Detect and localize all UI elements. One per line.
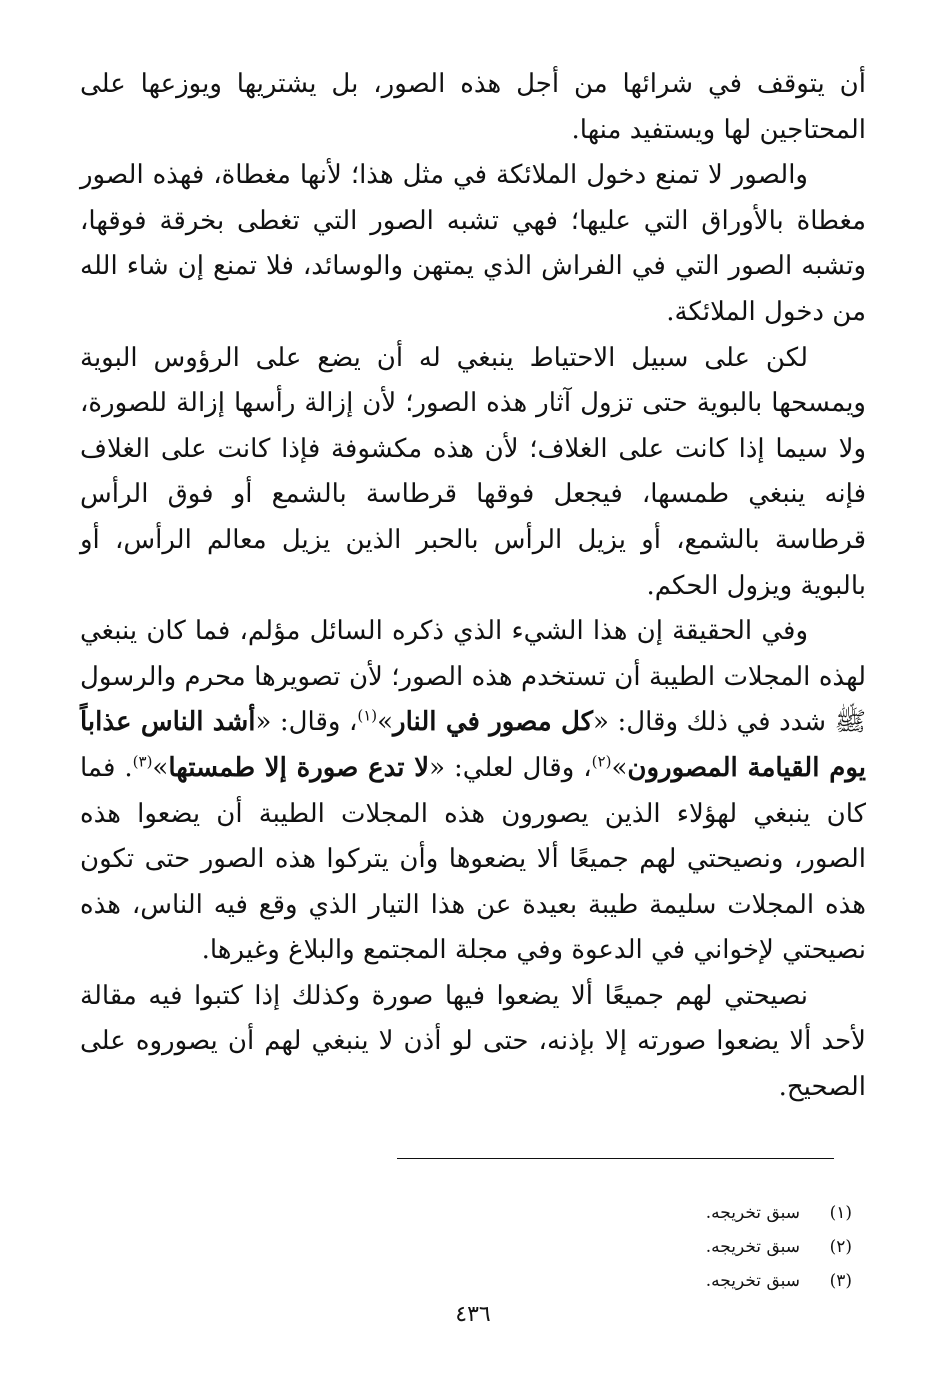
- footnote-text: سبق تخريجه.: [705, 1271, 800, 1291]
- footnote-text: سبق تخريجه.: [705, 1237, 800, 1257]
- paragraph-4-text-4: . فما كان ينبغي لهؤلاء الذين يصورون هذه المجلات الطيبة أن يضعوا هذه الصور، ونصيحتي لهم جميعًا ألا يضعوها وأن يتركوا هذه الصور حتى تكون هذه المجلات سليمة طيبة بعيدة عن هذا التيار الذي وقع فيه الناس، هذه نصيحتي لإخواني في الدعوة وفي مجلة المجتمع والبلاغ وغيرها.: [80, 752, 866, 966]
- hadith-quote-2: أشد الناس عذاباً يوم القيامة المصورون: [80, 707, 866, 783]
- footnote-text: سبق تخريجه.: [705, 1203, 800, 1223]
- footnote-ref-1: (١): [357, 706, 378, 725]
- hadith-quote-1: كل مصور في النار: [393, 707, 594, 738]
- footnote-3: [452, 1264, 852, 1298]
- footnote-ref-2: (٢): [591, 752, 612, 771]
- quote-close: »: [152, 752, 169, 783]
- body-text: [80, 62, 866, 1111]
- footnote-1: [452, 1196, 852, 1230]
- quote-close: »: [377, 707, 394, 738]
- footnote-ref-3: (٣): [132, 752, 153, 771]
- paragraph-5: نصيحتي لهم جميعًا ألا يضعوا فيها صورة وكذلك إذا كتبوا فيه مقالة لأحد ألا يضعوا صورته إلا بإذنه، حتى لو أذن لا ينبغي لهم أن يصوروه على الصحيح.: [80, 980, 866, 1103]
- paragraph-4-text-1: وفي الحقيقة إن هذا الشيء الذي ذكره السائل مؤلم، فما كان ينبغي لهذه المجلات الطيبة أن تستخدم هذه الصور؛ لأن تصويرها محرم والرسول ﷺ شدد في ذلك وقال: «: [80, 616, 866, 738]
- paragraph-4: [80, 609, 866, 974]
- footnote-2: [452, 1230, 852, 1264]
- footnote-divider: [397, 1158, 834, 1159]
- paragraph-3: لكن على سبيل الاحتياط ينبغي له أن يضع على الرؤوس البوية ويمسحها بالبوية حتى تزول آثار هذه الصور؛ لأن إزالة رأسها إزالة للصورة، ولا سيما إذا كانت على الغلاف؛ لأن هذه مكشوفة فإذا كانت على الغلاف فإنه ينبغي طمسها، فيجعل فوقها قرطاسة بالشمع أو فوق الرأس قرطاسة بالشمع، أو يزيل الرأس بالحبر الذين يزيل معالم الرأس، أو بالبوية ويزول الحكم.: [80, 342, 866, 601]
- quote-close: »: [611, 752, 628, 783]
- footnotes: [452, 1196, 852, 1298]
- paragraph-2: والصور لا تمنع دخول الملائكة في مثل هذا؛ لأنها مغطاة، فهذه الصور مغطاة بالأوراق التي عليها؛ فهي تشبه الصور التي تغطى بخرقة فوقها، وتشبه الصور التي في الفراش الذي يمتهن والوسائد، فلا تمنع إن شاء الله من دخول الملائكة.: [80, 160, 866, 327]
- footnote-number: (٣): [829, 1271, 852, 1291]
- paragraph-4-text-3: ، وقال لعلي: «: [429, 752, 592, 783]
- footnote-number: (١): [829, 1203, 852, 1223]
- footnote-number: (٢): [829, 1237, 852, 1257]
- paragraph-1: أن يتوقف في شرائها من أجل هذه الصور، بل يشتريها ويوزعها على المحتاجين لها ويستفيد منها.: [80, 69, 866, 145]
- page-number: ٤٣٦: [455, 1302, 491, 1327]
- paragraph-4-text-2: ، وقال: «: [255, 707, 358, 738]
- hadith-quote-3: لا تدع صورة إلا طمستها: [168, 752, 430, 783]
